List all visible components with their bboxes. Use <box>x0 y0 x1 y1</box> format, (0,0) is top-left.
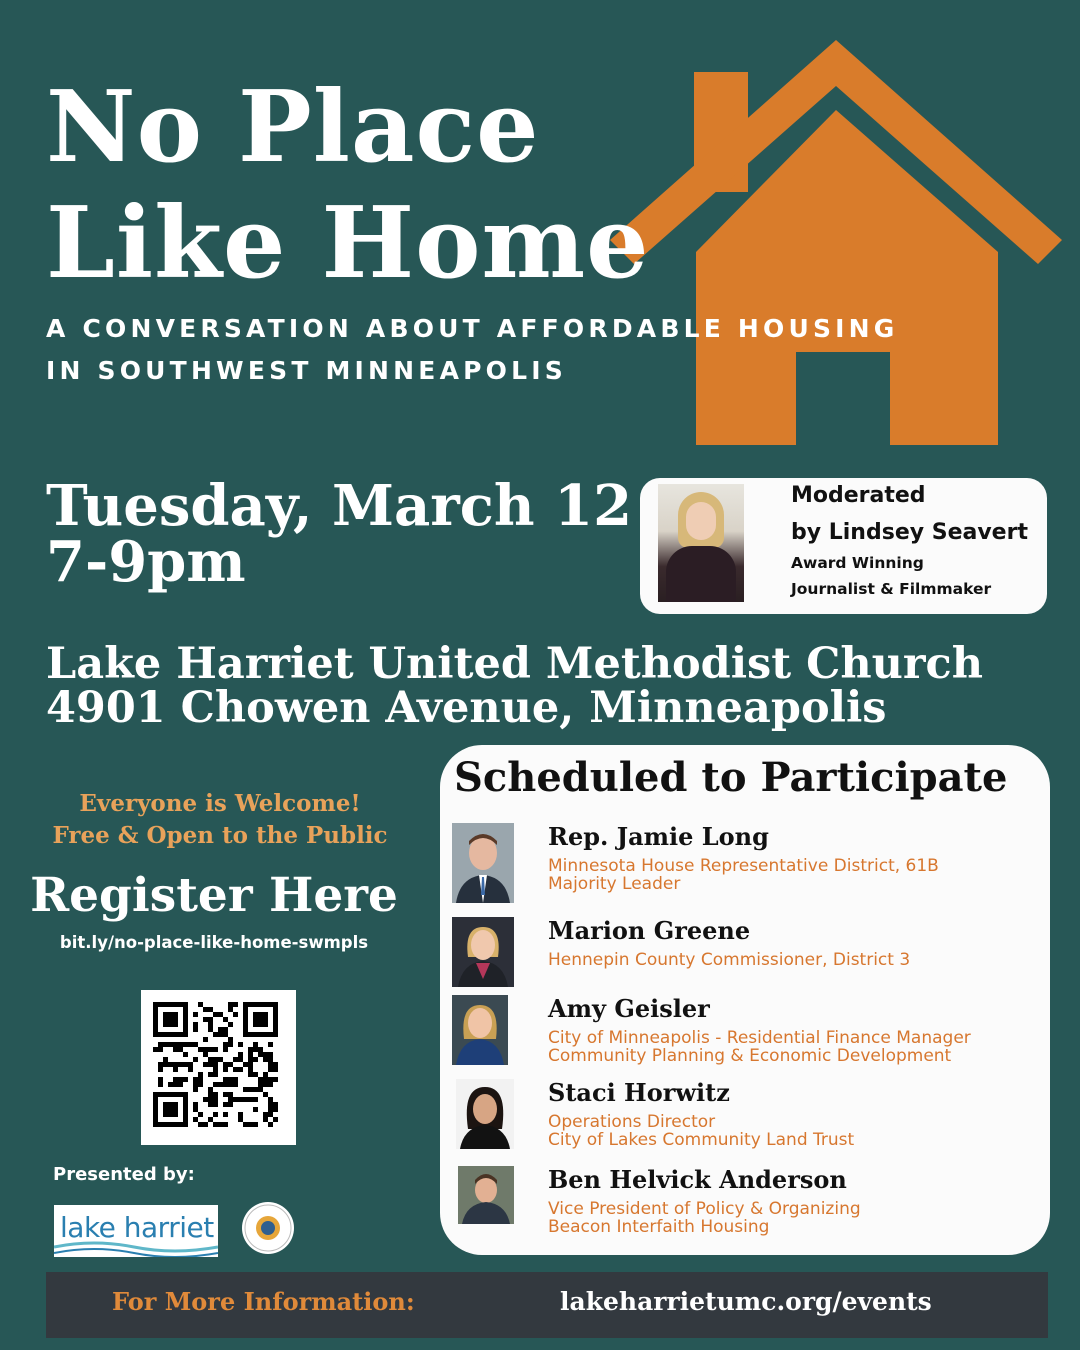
moderator-photo <box>658 484 744 602</box>
participant-marion-greene <box>452 917 1042 999</box>
subtitle-line-2: IN SOUTHWEST MINNEAPOLIS <box>46 356 567 385</box>
participant-role-line-2: Community Planning & Economic Development <box>548 1046 952 1066</box>
alliance-logo <box>242 1202 294 1254</box>
lake-harriet-logo <box>54 1205 218 1257</box>
footer-bar <box>46 1272 1048 1338</box>
subtitle-line-1: A CONVERSATION ABOUT AFFORDABLE HOUSING <box>46 314 899 343</box>
venue-name: Lake Harriet United Methodist Church <box>46 639 983 689</box>
participant-ben-helvick-anderson <box>452 1166 1042 1248</box>
event-time: 7-9pm <box>46 529 246 595</box>
welcome-line-2: Free & Open to the Public <box>52 822 388 849</box>
title-line-1: No Place <box>46 70 540 185</box>
participant-photo <box>452 823 514 903</box>
participant-role-line-1: City of Minneapolis - Residential Finance Manager <box>548 1028 971 1048</box>
participant-role-line-2: Majority Leader <box>548 874 681 894</box>
moderator-card <box>640 478 1047 614</box>
participant-name: Staci Horwitz <box>548 1078 730 1107</box>
participant-amy-geisler <box>452 995 1042 1077</box>
qr-code-icon[interactable] <box>141 990 296 1145</box>
participant-staci-horwitz <box>452 1079 1042 1161</box>
welcome-line-1: Everyone is Welcome! <box>79 790 361 817</box>
moderator-line-1: Moderated <box>791 483 926 508</box>
participant-role-line-1: Hennepin County Commissioner, District 3 <box>548 950 911 970</box>
footer-url[interactable]: lakeharrietumc.org/events <box>560 1287 932 1316</box>
participant-role-line-2: Beacon Interfaith Housing <box>548 1217 770 1237</box>
participant-role-line-1: Operations Director <box>548 1112 716 1132</box>
participants-card <box>440 745 1050 1255</box>
participant-role-line-1: Minnesota House Representative District, 61B <box>548 856 939 876</box>
presented-by-label: Presented by: <box>53 1164 195 1185</box>
participants-title: Scheduled to Participate <box>454 754 1008 801</box>
participant-photo <box>452 995 514 1075</box>
title-line-2: Like Home <box>46 186 650 301</box>
participant-role <box>548 951 1028 969</box>
footer-label: For More Information: <box>112 1287 415 1316</box>
register-heading: Register Here <box>30 868 398 923</box>
participant-role <box>548 857 1028 893</box>
event-title <box>46 70 666 302</box>
participant-name: Amy Geisler <box>548 994 710 1023</box>
participant-role-line-2: City of Lakes Community Land Trust <box>548 1130 855 1150</box>
participant-name: Ben Helvick Anderson <box>548 1165 847 1194</box>
moderator-credential-2: Journalist & Filmmaker <box>791 580 992 598</box>
event-venue <box>46 639 1056 733</box>
lake-harriet-logo-text: lake harriet <box>60 1211 214 1244</box>
moderator-credential-1: Award Winning <box>791 554 924 572</box>
venue-address: 4901 Chowen Avenue, Minneapolis <box>46 683 887 733</box>
register-link[interactable]: bit.ly/no-place-like-home-swmpls <box>59 933 369 952</box>
moderator-info <box>791 482 1041 602</box>
participant-photo <box>458 1166 520 1246</box>
participant-role <box>548 1113 1028 1149</box>
moderator-name: by Lindsey Seavert <box>791 520 1028 545</box>
participant-role <box>548 1200 1028 1236</box>
participant-name: Rep. Jamie Long <box>548 822 769 851</box>
participant-role <box>548 1029 1028 1065</box>
participant-name: Marion Greene <box>548 916 751 945</box>
event-date: Tuesday, March 12 <box>46 473 633 539</box>
participant-jamie-long <box>452 823 1042 905</box>
event-datetime <box>46 473 633 595</box>
participant-photo <box>452 917 514 997</box>
participant-photo <box>456 1079 518 1159</box>
event-subtitle <box>46 308 946 392</box>
participant-role-line-1: Vice President of Policy & Organizing <box>548 1199 861 1219</box>
welcome-message <box>20 788 420 852</box>
